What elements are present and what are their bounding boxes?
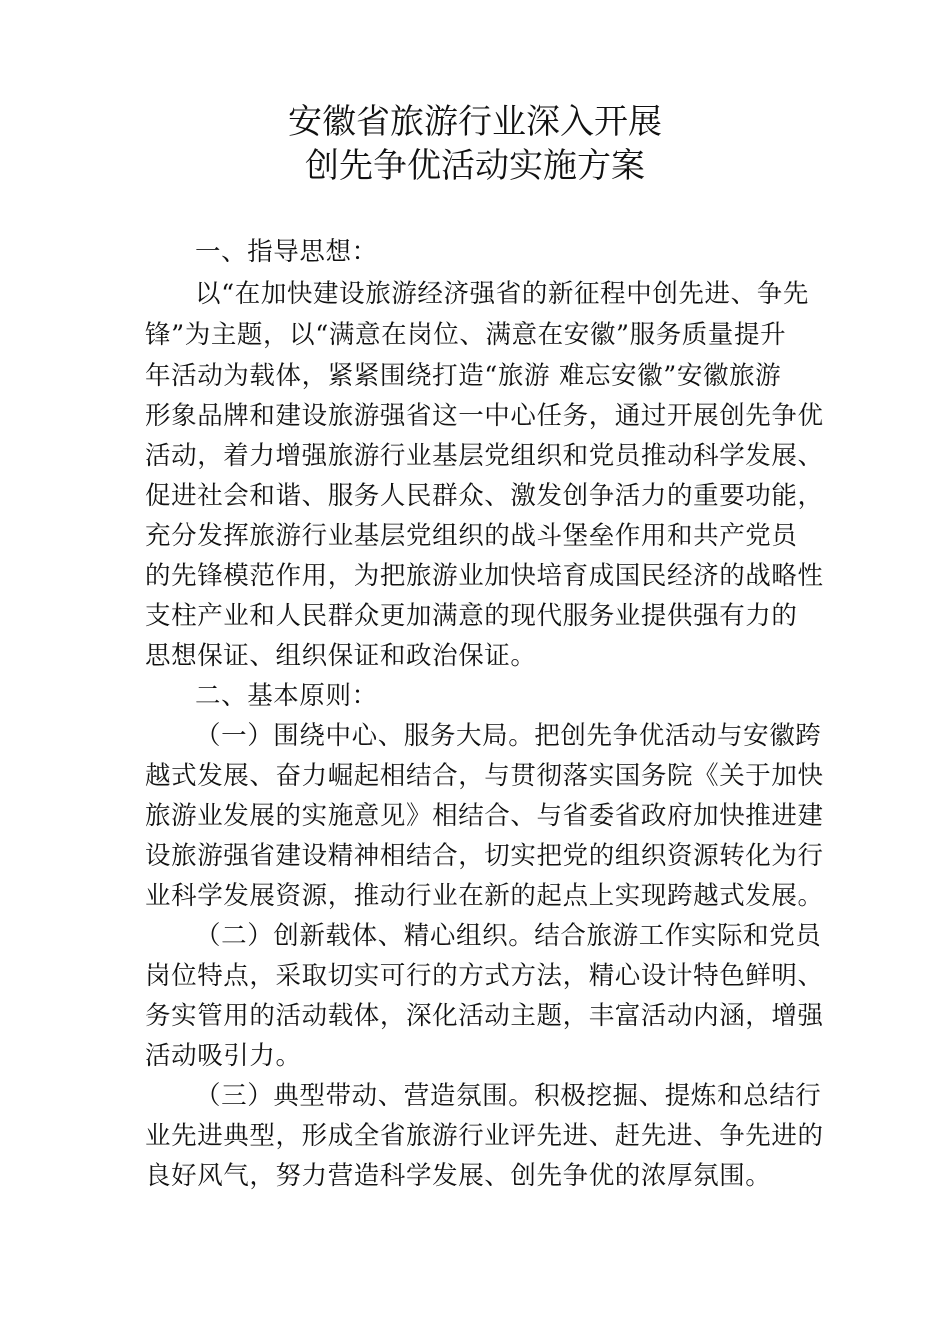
body-line: 务实管用的活动载体，深化活动主题，丰富活动内涵，增强	[145, 1001, 824, 1031]
body-line: （三）典型带动、营造氛围。积极挖掘、提炼和总结行	[195, 1081, 822, 1111]
body-line: 思想保证、组织保证和政治保证。	[145, 641, 537, 671]
body-line: 支柱产业和人民群众更加满意的现代服务业提供强有力的	[145, 601, 798, 631]
body-line: 旅游业发展的实施意见》相结合、与省委省政府加快推进建	[145, 801, 824, 831]
section-heading-basic-principles: 二、基本原则：	[195, 681, 378, 711]
body-line: 促进社会和谐、服务人民群众、激发创争活力的重要功能，	[145, 481, 824, 511]
body-line: 充分发挥旅游行业基层党组织的战斗堡垒作用和共产党员	[145, 521, 798, 551]
body-line: 的先锋模范作用，为把旅游业加快培育成国民经济的战略性	[145, 561, 824, 591]
document-title-line-2: 创先争优活动实施方案	[305, 146, 645, 186]
body-line: 锋”为主题，以“满意在岗位、满意在安徽”服务质量提升	[145, 320, 787, 350]
body-line: 良好风气，努力营造科学发展、创先争优的浓厚氛围。	[145, 1161, 772, 1191]
body-line: 以“在加快建设旅游经济强省的新征程中创先进、争先	[195, 279, 809, 309]
body-line: （一）围绕中心、服务大局。把创先争优活动与安徽跨	[195, 721, 822, 751]
document-title-line-1: 安徽省旅游行业深入开展	[288, 102, 662, 142]
body-line: 年活动为载体，紧紧围绕打造“旅游 难忘安徽”安徽旅游	[145, 361, 782, 391]
body-line: 活动，着力增强旅游行业基层党组织和党员推动科学发展、	[145, 441, 824, 471]
section-heading-guiding-thought: 一、指导思想：	[195, 237, 378, 267]
body-line: 设旅游强省建设精神相结合，切实把党的组织资源转化为行	[145, 841, 824, 871]
body-line: 形象品牌和建设旅游强省这一中心任务，通过开展创先争优	[145, 401, 824, 431]
body-line: 活动吸引力。	[145, 1041, 302, 1071]
body-line: （二）创新载体、精心组织。结合旅游工作实际和党员	[195, 921, 822, 951]
body-line: 业科学发展资源，推动行业在新的起点上实现跨越式发展。	[145, 881, 824, 911]
body-line: 越式发展、奋力崛起相结合，与贯彻落实国务院《关于加快	[145, 761, 824, 791]
body-line: 业先进典型，形成全省旅游行业评先进、赶先进、争先进的	[145, 1121, 824, 1151]
body-line: 岗位特点，采取切实可行的方式方法，精心设计特色鲜明、	[145, 961, 824, 991]
